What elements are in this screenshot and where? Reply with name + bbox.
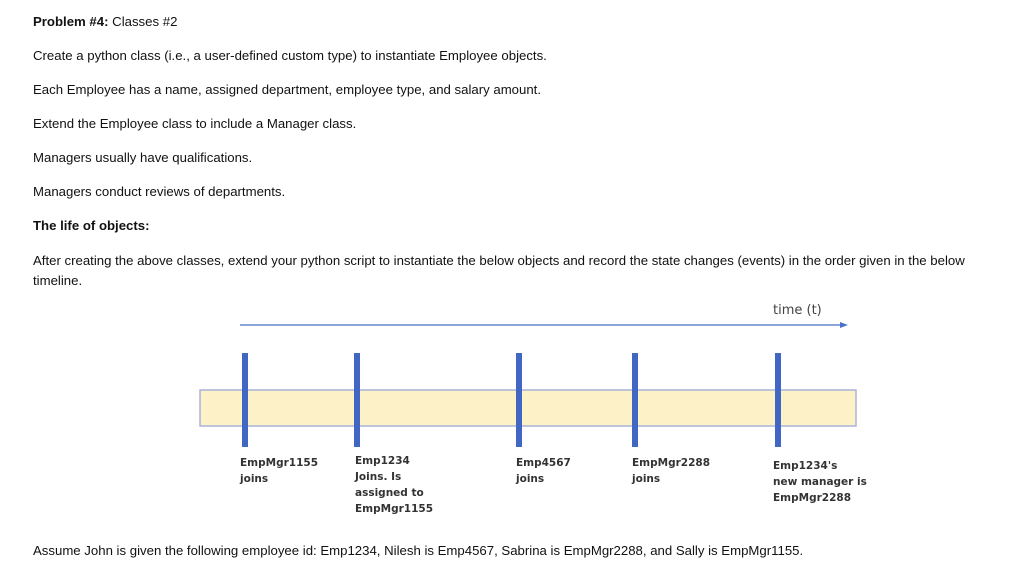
footer-note: Assume John is given the following employee id: Emp1234, Nilesh is Emp4567, Sabrina is EmpMgr2288, and Sally is EmpMgr1155. xyxy=(33,543,804,558)
event-marker xyxy=(354,353,360,447)
event-label-emp1234 xyxy=(355,453,433,517)
paragraph: Managers conduct reviews of departments. xyxy=(33,184,286,199)
timeline-bar xyxy=(200,390,856,426)
time-arrow-head xyxy=(840,322,848,328)
event-label-empmgr2288 xyxy=(632,455,710,487)
event-label-line: EmpMgr2288 xyxy=(632,457,710,469)
event-marker xyxy=(516,353,522,447)
problem-number: Problem #4: xyxy=(33,14,109,29)
time-axis-label: time (t) xyxy=(773,303,822,318)
section-heading: The life of objects: xyxy=(33,218,150,233)
event-label-line: EmpMgr1155 xyxy=(355,503,433,515)
paragraph: Managers usually have qualifications. xyxy=(33,150,253,165)
event-label-line: Emp4567 xyxy=(516,457,571,469)
event-label-line: EmpMgr2288 xyxy=(773,492,851,504)
event-label-line: Emp1234 xyxy=(355,455,410,467)
event-label-line: joins xyxy=(516,473,545,485)
event-label-line: joins xyxy=(240,473,269,485)
event-label-line: assigned to xyxy=(355,487,424,499)
event-label-emp1234-manager xyxy=(773,458,867,506)
event-marker xyxy=(632,353,638,447)
event-label-line: EmpMgr1155 xyxy=(240,457,318,469)
event-marker xyxy=(775,353,781,447)
event-marker xyxy=(242,353,248,447)
paragraph: Create a python class (i.e., a user-defined custom type) to instantiate Employee objects. xyxy=(33,48,547,63)
paragraph: Each Employee has a name, assigned department, employee type, and salary amount. xyxy=(33,82,542,97)
event-label-line: Joins. Is xyxy=(355,471,402,483)
event-label-line: Emp1234's xyxy=(773,460,838,472)
event-label-line: new manager is xyxy=(773,476,867,488)
paragraph: Extend the Employee class to include a Manager class. xyxy=(33,116,357,131)
instructions: After creating the above classes, extend your python script to instantiate the below objects and record the state changes (events) in the order given in the below timeline. xyxy=(33,253,965,288)
event-label-empmgr1155 xyxy=(240,455,318,487)
event-label-emp4567 xyxy=(516,455,571,487)
problem-title: Classes #2 xyxy=(108,14,178,29)
event-label-line: joins xyxy=(632,473,661,485)
